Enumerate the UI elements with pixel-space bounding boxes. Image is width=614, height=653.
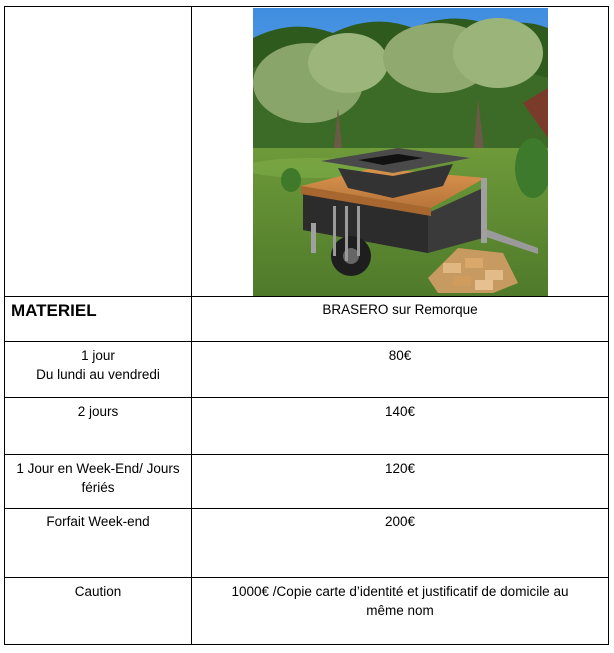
row-4-label-line1: Forfait Week-end [46, 514, 150, 529]
product-name: BRASERO sur Remorque [322, 302, 478, 317]
table-border [4, 454, 609, 455]
row-5-deposit [192, 582, 608, 620]
row-5-deposit-line1: 1000€ /Copie carte d’identité et justificatif de domicile au [231, 584, 569, 599]
table-border [4, 341, 609, 342]
row-4-price: 200€ [384, 514, 416, 529]
row-3-label [5, 459, 191, 497]
row-1-price: 80€ [388, 348, 412, 363]
row-5-label-line1: Caution [74, 584, 122, 599]
table-border [4, 6, 5, 645]
table-border [4, 508, 609, 509]
table-border [4, 296, 609, 297]
row-1-label [5, 346, 191, 384]
brasero-trailer-photo [253, 8, 548, 296]
row-4-label [5, 512, 191, 531]
table-border [4, 6, 609, 7]
row-3-label-line2: fériés [81, 480, 115, 495]
row-1-label-line1: 1 jour [81, 348, 115, 363]
materiel-header: MATERIEL [11, 301, 97, 320]
table-border [608, 6, 609, 645]
table-border [4, 644, 609, 645]
row-3-price: 120€ [384, 461, 416, 476]
row-2-label-line1: 2 jours [77, 404, 119, 419]
row-2-label [5, 402, 191, 421]
table-border [191, 6, 192, 645]
table-border [4, 577, 609, 578]
row-2-price: 140€ [384, 404, 416, 419]
table-border [4, 397, 609, 398]
row-3-label-line1: 1 Jour en Week-End/ Jours [16, 461, 180, 476]
brasero-trailer-image [253, 8, 548, 296]
row-5-deposit-line2: même nom [366, 603, 434, 618]
row-5-label [5, 582, 191, 601]
row-1-label-line2: Du lundi au vendredi [36, 367, 160, 382]
